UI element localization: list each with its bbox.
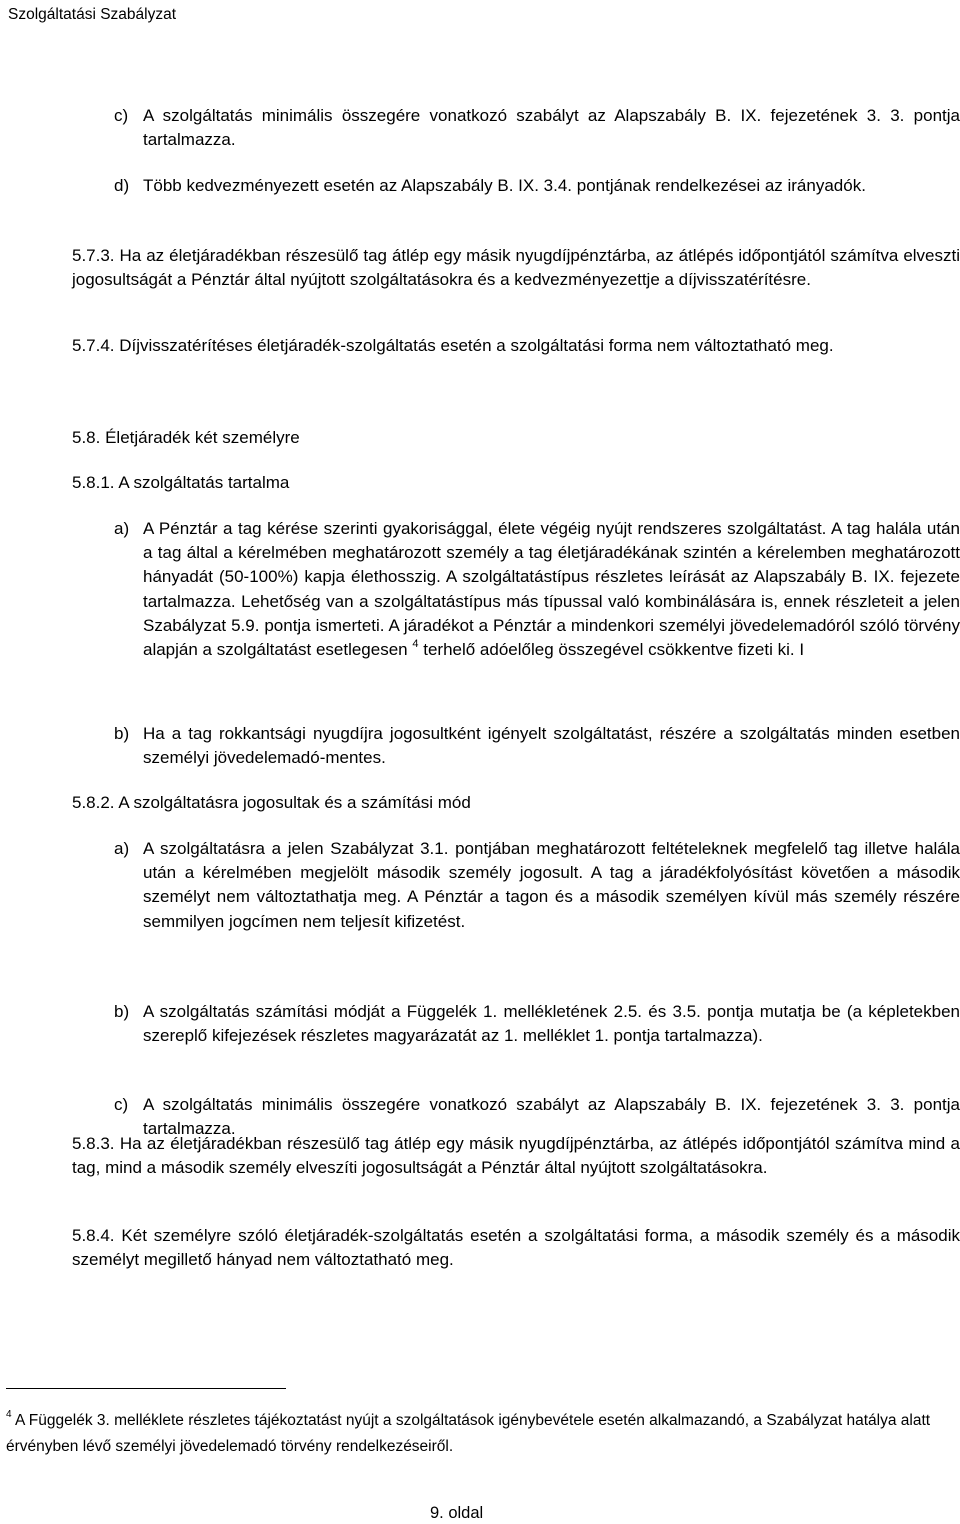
list-item-text: Több kedvezményezett esetén az Alapszabály B. IX. 3.4. pontjának rendelkezései az irányadók. (143, 176, 866, 195)
footnote-number: 4 (6, 1408, 12, 1420)
list-item-label: b) (114, 724, 130, 743)
paragraph-5-8-4: 5.8.4. Két személyre szóló életjáradék-szolgáltatás esetén a szolgáltatási forma, a második személy és a második személyt megillető hányad nem változtatható meg. (72, 1226, 960, 1270)
running-header: Szolgáltatási Szabályzat (8, 6, 177, 23)
list-item-b-581 (114, 722, 960, 770)
list-item-label: d) (114, 176, 130, 195)
subsection-heading-5-8-1: 5.8.1. A szolgáltatás tartalma (72, 473, 290, 492)
paragraph-5-8-3: 5.8.3. Ha az életjáradékban részesülő tag átlép egy másik nyugdíjpénztárba, az átlépés időpontjától számítva mind a tag, mind a második személy elveszíti jogosultságát a Pénztár által nyújtott szolgáltatásokra. (72, 1134, 960, 1178)
list-item-a-581 (114, 517, 960, 662)
footnote (6, 1408, 946, 1460)
paragraph-5-7-3: 5.7.3. Ha az életjáradékban részesülő tag átlép egy másik nyugdíjpénztárba, az átlépés időpontjától számítva elveszti jogosultságát a Pénztár által nyújtott szolgáltatásokra és a kedvezményezettje a díjvisszatérítésre. (72, 246, 960, 290)
footnote-text: A Függelék 3. melléklete részletes tájékoztatást nyújt a szolgáltatások igénybevétele esetén alkalmazandó, a Szabályzat hatálya alatt érvényben lévő személyi jövedelemadó törvény rendelkezéseiről. (6, 1412, 931, 1455)
list-item-text: Ha a tag rokkantsági nyugdíjra jogosultként igényelt szolgáltatást, részére a szolgáltatás minden esetben személyi jövedelemadó-mentes. (143, 724, 960, 768)
list-item-d-top (114, 174, 960, 198)
list-item-a-582 (114, 837, 960, 934)
section-heading-5-8: 5.8. Életjáradék két személyre (72, 428, 300, 447)
list-item-label: b) (114, 1002, 130, 1021)
list-item-c-top (114, 104, 960, 152)
list-item-text: A szolgáltatás minimális összegére vonatkozó szabályt az Alapszabály B. IX. fejezetének 3. 3. pontja tartalmazza. (143, 1095, 960, 1139)
list-item-b-582 (114, 1000, 960, 1048)
text-part: A Pénztár a tag kérése szerinti gyakorisággal, élete végéig nyújt rendszeres szolgáltatást. A tag halála után a tag által a kérelmében meghatározott személy a tag életjáradékának szintén a kérelemben meghatározott hányadát (50-100%) kapja élethosszig. A szolgáltatástípus részletes leírását az Alapszabály B. IX. fejezete tartalmazza. Lehetőség van a szolgáltatástípus más típussal való kombinálására is, ennek részleteit a jelen Szabályzat 5.9. pontja ismerteti. A járadékot a Pénztár a mindenkori személyi jövedelemadóról szóló törvény alapján a szolgáltatást esetlegesen (143, 519, 960, 660)
page-number: 9. oldal (430, 1504, 484, 1522)
list-item-text: A szolgáltatásra a jelen Szabályzat 3.1. pontjában meghatározott feltételeknek megfelelő tag illetve halála után a kérelmében megjelölt második személy jogosult. A tag a járadékfolyósítást követően a második személyt nem változtathatja meg. A Pénztár a tagon és a második személyen kívül más személy részére semmilyen jogcímen nem teljesít kifizetést. (143, 839, 960, 931)
footnote-divider (6, 1388, 286, 1389)
list-item-label: a) (114, 519, 130, 538)
list-item-label: c) (114, 1095, 129, 1114)
footnote-reference[interactable]: 4 (412, 638, 419, 651)
text-part: terhelő adóelőleg összegével csökkentve fizeti ki. I (423, 640, 805, 660)
list-item-label: a) (114, 839, 130, 858)
list-item-text: A szolgáltatás minimális összegére vonatkozó szabályt az Alapszabály B. IX. fejezetének 3. 3. pontja tartalmazza. (143, 106, 960, 150)
list-item-text (143, 517, 960, 662)
list-item-text: A szolgáltatás számítási módját a Függelék 1. mellékletének 2.5. és 3.5. pontja mutatja be (a képletekben szereplő kifejezések részletes magyarázatát az 1. melléklet 1. pontja tartalmazza). (143, 1002, 960, 1046)
subsection-heading-5-8-2: 5.8.2. A szolgáltatásra jogosultak és a számítási mód (72, 793, 471, 812)
list-item-label: c) (114, 106, 129, 125)
paragraph-5-7-4: 5.7.4. Díjvisszatérítéses életjáradék-szolgáltatás esetén a szolgáltatási forma nem változtatható meg. (72, 336, 834, 355)
